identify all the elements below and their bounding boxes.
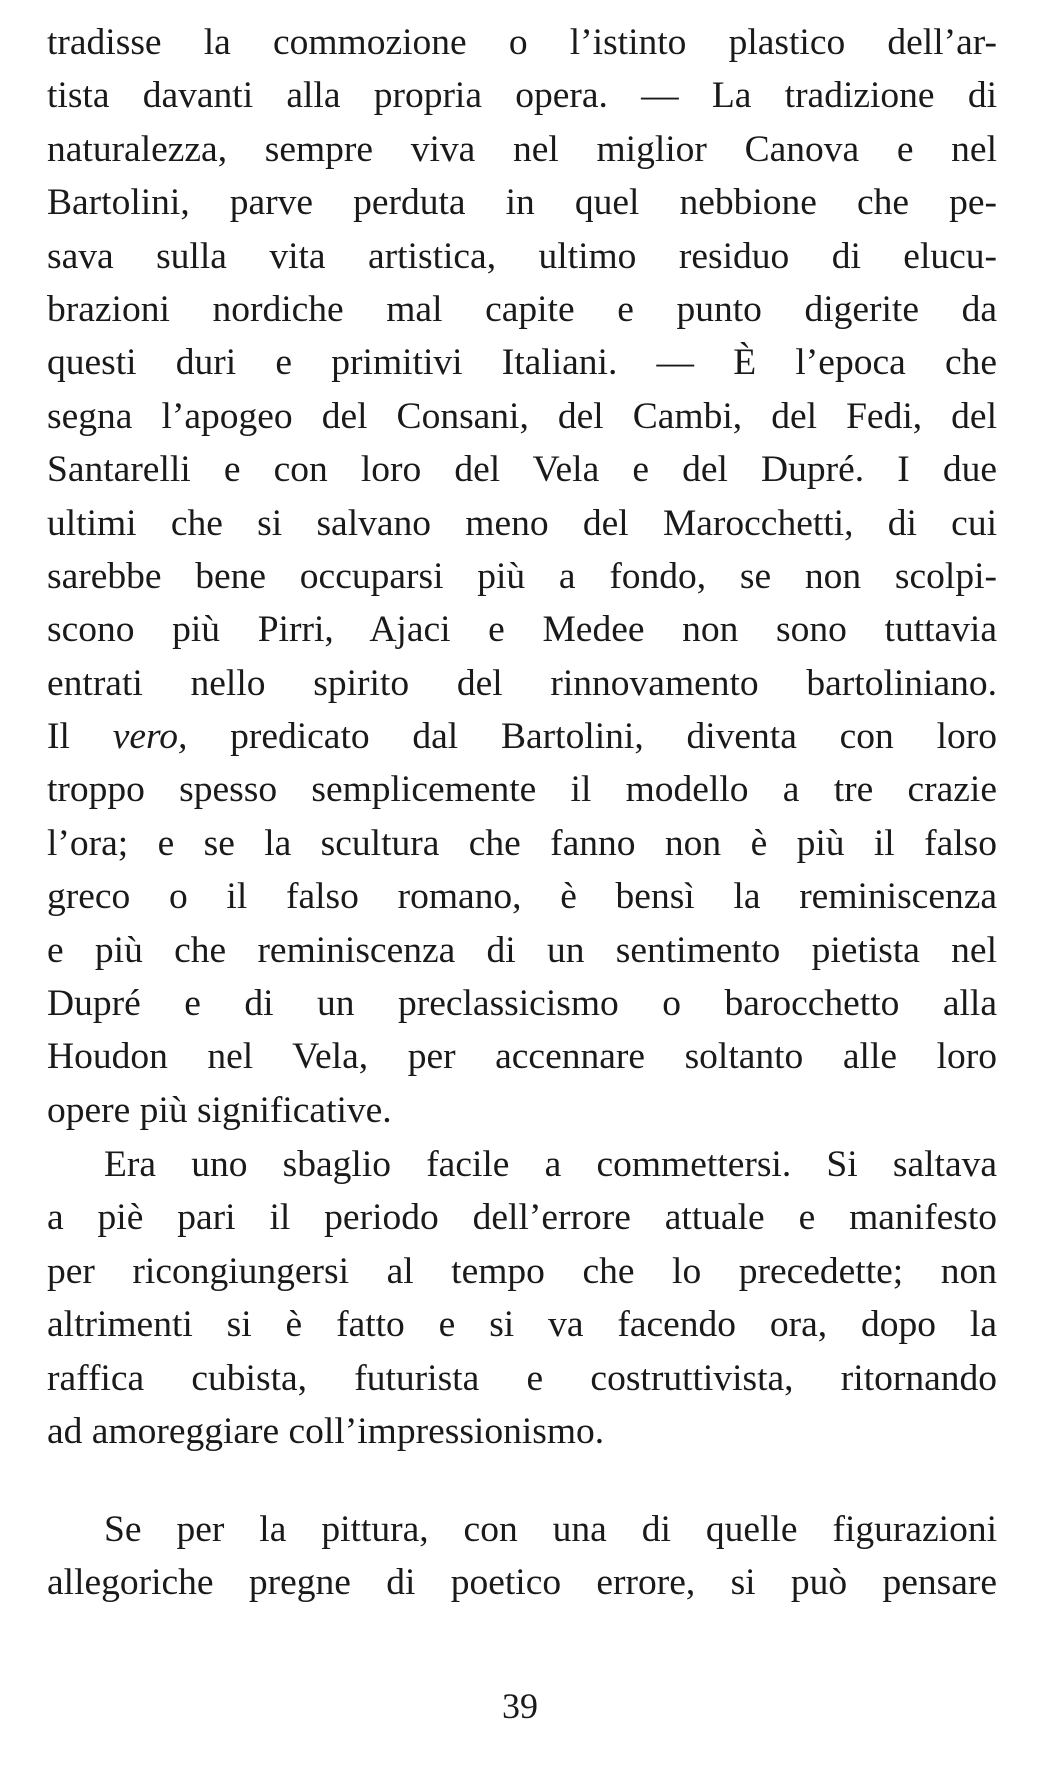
text-line: ultimi che si salvano meno del Marocchetti, di cui — [47, 502, 997, 544]
text-line: altrimenti si è fatto e si va facendo ora, dopo la — [47, 1304, 997, 1346]
text-line: Santarelli e con loro del Vela e del Dupré. I due — [47, 449, 997, 491]
text-line: tradisse la commozione o l’istinto plastico dell’ar- — [47, 22, 997, 63]
text-line: per ricongiungersi al tempo che lo precedette; non — [47, 1250, 997, 1292]
text-line: e più che reminiscenza di un sentimento pietista nel — [47, 929, 997, 971]
text-line: Era uno sbaglio facile a commettersi. Si saltava — [104, 1144, 997, 1185]
text-line: sarebbe bene occuparsi più a fondo, se non scolpi- — [47, 555, 997, 597]
page-number: 39 — [502, 1686, 538, 1726]
text-line-with-italic — [47, 710, 997, 763]
text-line: segna l’apogeo del Consani, del Cambi, del Fedi, del — [47, 395, 997, 437]
text-line: sava sulla vita artistica, ultimo residuo di elucu- — [47, 235, 997, 277]
text-line: naturalezza, sempre viva nel miglior Canova e nel — [47, 128, 997, 170]
text-line: opere più significative. — [47, 1089, 392, 1131]
text-line: a piè pari il periodo dell’errore attuale e manifesto — [47, 1197, 997, 1239]
text-line: allegoriche pregne di poetico errore, si può pensare — [47, 1562, 997, 1604]
text-line: brazioni nordiche mal capite e punto digerite da — [47, 288, 997, 330]
text-line: troppo spesso semplicemente il modello a tre crazie — [47, 769, 997, 811]
text-line: raffica cubista, futurista e costruttivista, ritornando — [47, 1357, 997, 1399]
text-line: ad amoreggiare coll’impressionismo. — [47, 1410, 605, 1452]
paragraph-1 — [47, 16, 997, 1137]
text-segment: predicato dal Bartolini, diventa con loro — [187, 716, 997, 758]
text-line: tista davanti alla propria opera. — La tradizione di — [47, 75, 997, 117]
text-line: entrati nello spirito del rinnovamento bartoliniano. — [47, 662, 997, 704]
text-line: Dupré e di un preclassicismo o barocchetto alla — [47, 983, 997, 1025]
text-line: l’ora; e se la scultura che fanno non è più il falso — [47, 822, 997, 864]
italic-word: vero, — [112, 716, 188, 758]
text-line: scono più Pirri, Ajaci e Medee non sono tuttavia — [47, 609, 997, 651]
text-line: questi duri e primitivi Italiani. — È l’epoca che — [47, 342, 997, 384]
text-segment: Il — [47, 716, 113, 758]
paragraph-3 — [47, 1503, 997, 1610]
text-line: Bartolini, parve perduta in quel nebbione che pe- — [47, 182, 997, 224]
text-line: greco o il falso romano, è bensì la reminiscenza — [47, 876, 997, 918]
text-line: Houdon nel Vela, per accennare soltanto alle loro — [47, 1036, 997, 1078]
paragraph-2 — [47, 1138, 997, 1458]
text-line: Se per la pittura, con una di quelle figurazioni — [104, 1509, 997, 1550]
